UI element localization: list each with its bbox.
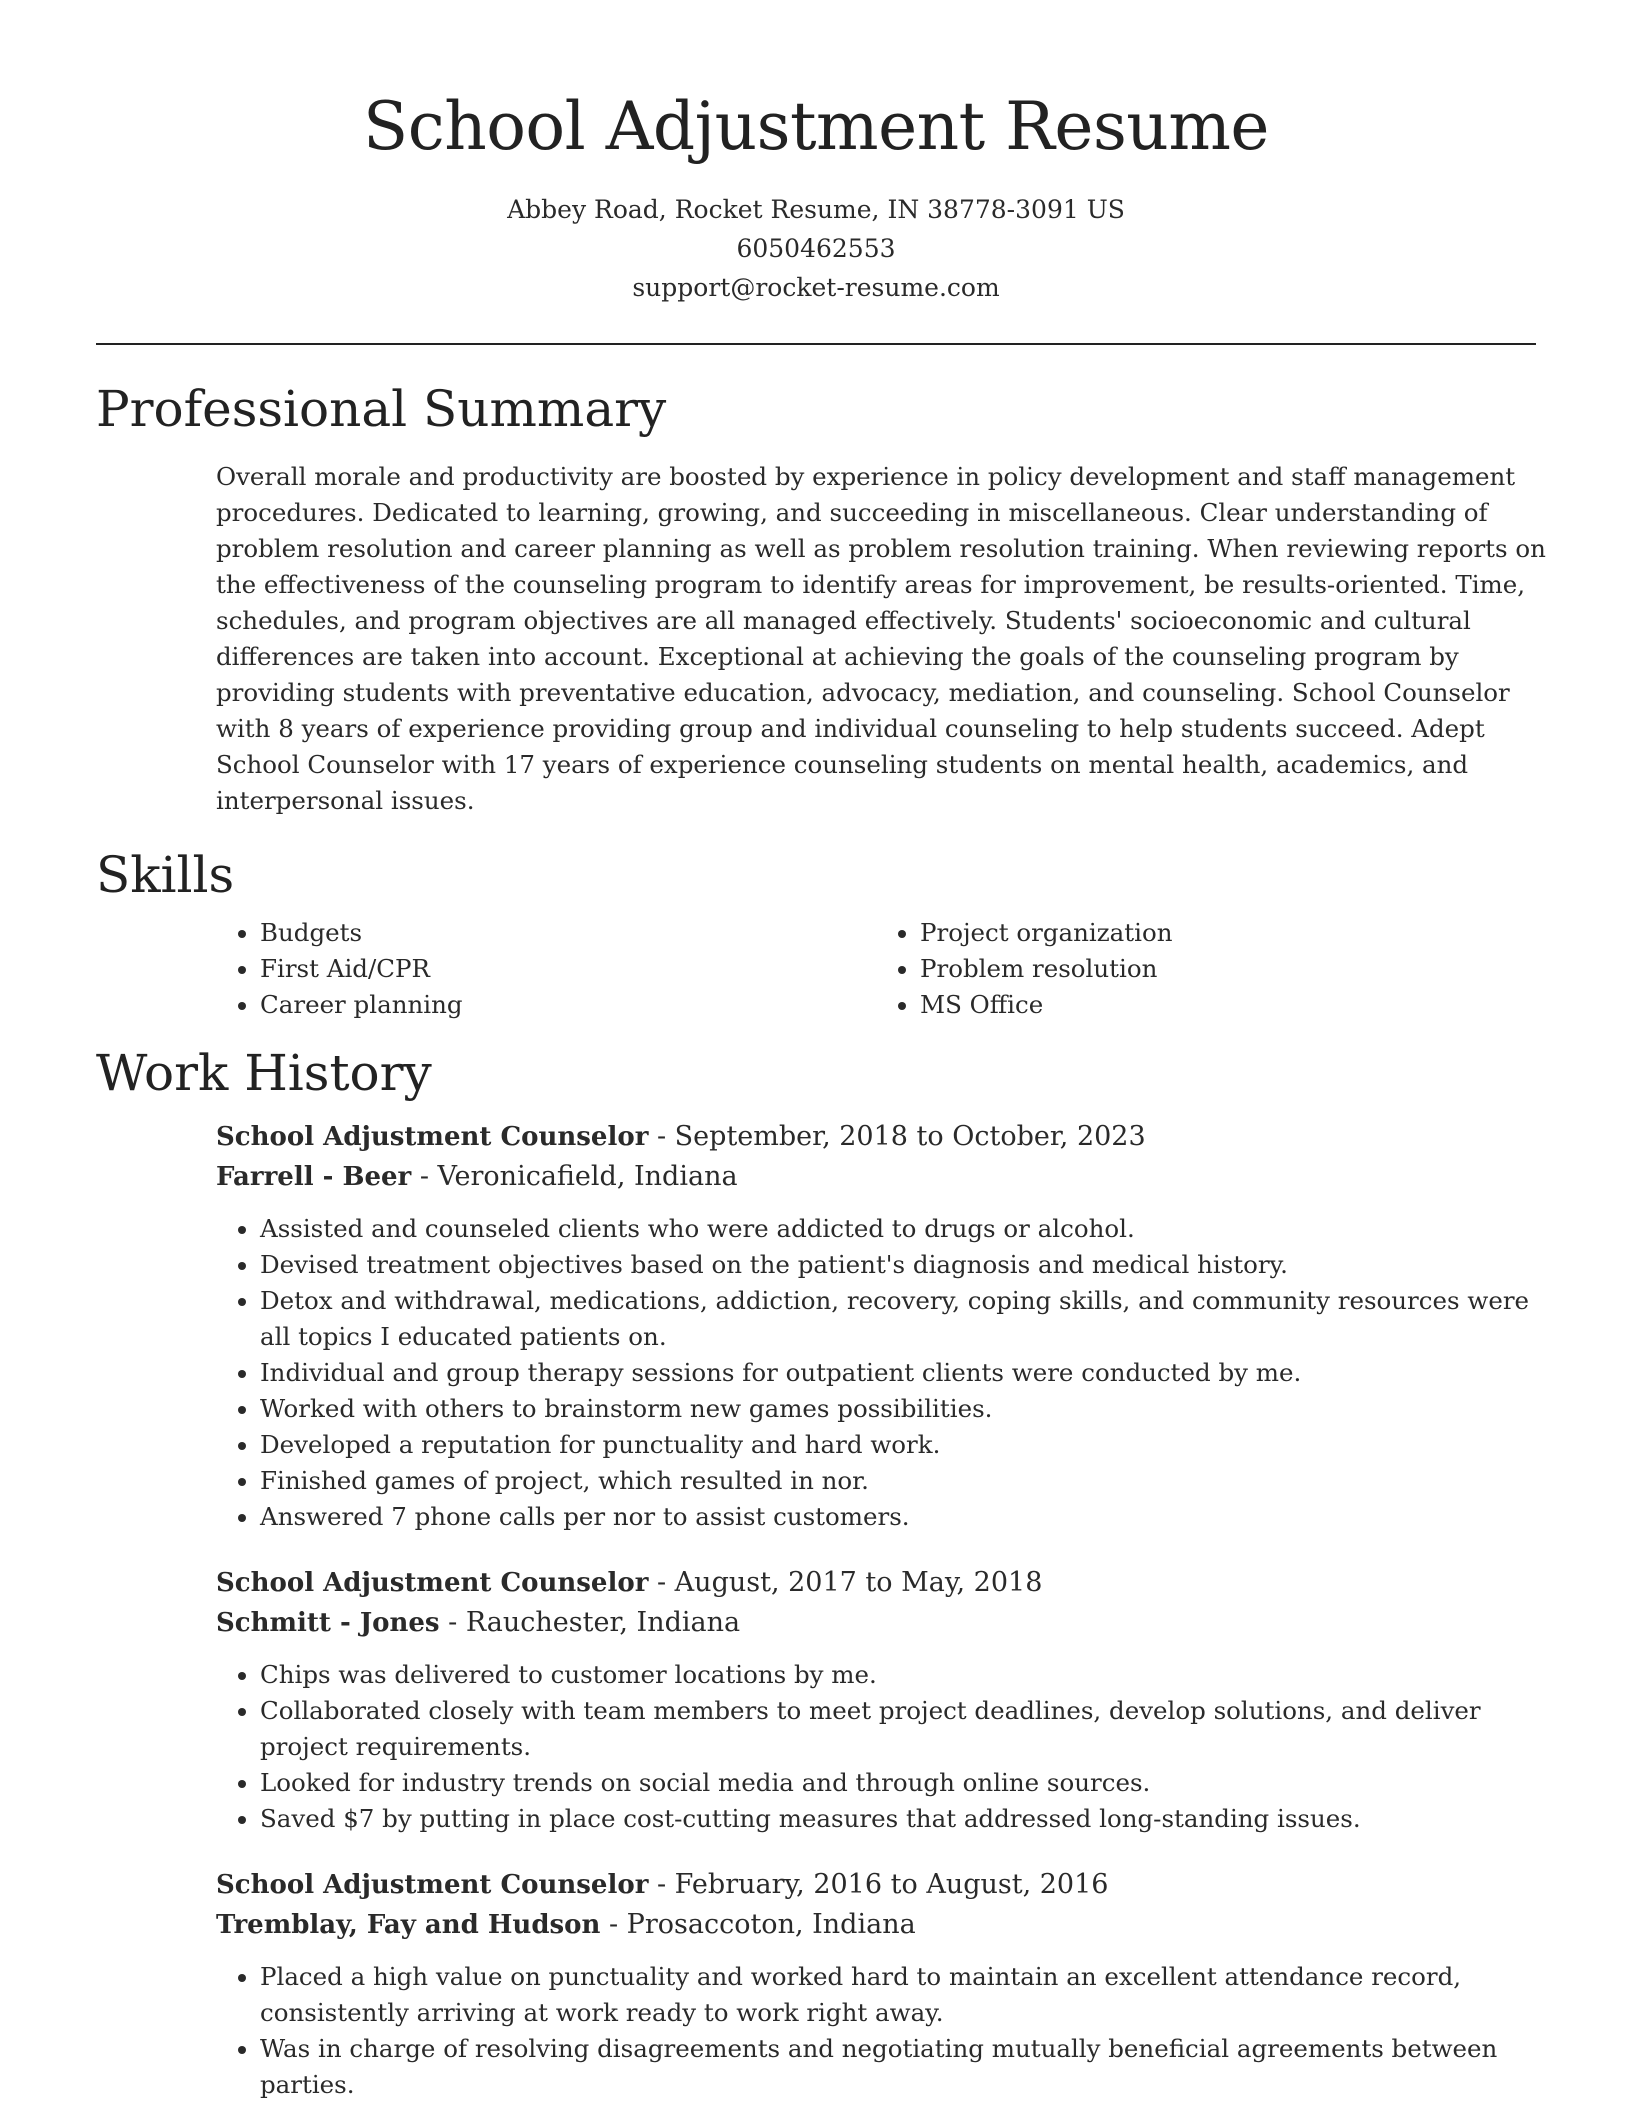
job-location: - Prosaccoton, Indiana [600,1909,916,1940]
skill-item: • Problem resolution [920,951,1536,987]
job-title: School Adjustment Counselor [216,1122,649,1152]
resume-page [96,0,1546,2103]
job-bullets [216,1211,1550,1535]
resume-title: School Adjustment Resume [363,88,1269,165]
contact-phone: 6050462553 [736,234,896,263]
job-bullet: • Developed a reputation for punctuality and hard work. [260,1427,1550,1463]
job-title-line [216,1865,1536,1905]
job-bullet: • Placed a high value on punctuality and worked hard to maintain an excellent attendance record, consistently arriving at work ready to work right away. [260,1959,1550,2031]
job-dates: - February, 2016 to August, 2016 [648,1869,1109,1900]
job-bullet: • Saved $7 by putting in place cost-cutting measures that addressed long-standing issues. [260,1801,1550,1837]
job-bullet: • Individual and group therapy sessions for outpatient clients were conducted by me. [260,1355,1550,1391]
job-title: School Adjustment Counselor [216,1870,649,1900]
job-entry [216,1563,1536,1837]
skills-column-left [216,915,876,1023]
job-bullet: • Finished games of project, which resulted in nor. [260,1463,1550,1499]
job-dates: - August, 2017 to May, 2018 [648,1567,1043,1598]
job-location: - Veronicafield, Indiana [411,1161,738,1192]
job-company: Schmitt - Jones [216,1608,440,1638]
job-bullet: • Assisted and counseled clients who were addicted to drugs or alcohol. [260,1211,1550,1247]
job-entry [216,1865,1536,2103]
work-history-heading: Work History [96,1044,432,1102]
summary-text: Overall morale and productivity are boosted by experience in policy development and staff management procedures. Dedicated to learning, growing, and succeeding in miscellaneous. Clear understanding of problem resolution and career planning as well as problem resolution training. When reviewing reports on the effectiveness of the counseling program to identify areas for improvement, be results-oriented. Time, schedules, and program objectives are all managed effectively. Students' socioeconomic and cultural differences are taken into account. Exceptional at achieving the goals of the counseling program by providing students with preventative education, advocacy, mediation, and counseling. School Counselor with 8 years of experience providing group and individual counseling to help students succeed. Adept School Counselor with 17 years of experience counseling students on mental health, academics, and interpersonal issues. [216,462,1546,815]
job-bullet: • Worked with others to brainstorm new games possibilities. [260,1391,1550,1427]
skills-column-right [876,915,1536,1023]
contact-info [96,190,1536,307]
skill-item: • Career planning [260,987,876,1023]
job-company: Tremblay, Fay and Hudson [216,1910,601,1940]
job-bullet: • Was in charge of resolving disagreements and negotiating mutually beneficial agreements between parties. [260,2031,1550,2103]
job-company: Farrell - Beer [216,1162,412,1192]
job-entry [216,1117,1536,1535]
contact-address: Abbey Road, Rocket Resume, IN 38778-3091 US [507,195,1125,224]
job-bullet: • Chips was delivered to customer locations by me. [260,1657,1550,1693]
job-company-line [216,1905,1536,1945]
skills-list [216,915,1536,1023]
job-company-line [216,1603,1536,1643]
skills-heading: Skills [96,846,235,904]
summary-heading: Professional Summary [96,380,667,438]
contact-email: support@rocket-resume.com [632,273,1000,302]
skill-item: • MS Office [920,987,1536,1023]
job-bullet: • Detox and withdrawal, medications, addiction, recovery, coping skills, and community resources were all topics I educated patients on. [260,1283,1550,1355]
resume-header [96,0,1536,307]
job-title-line [216,1563,1536,1603]
skill-item: • Budgets [260,915,876,951]
job-bullet: • Collaborated closely with team members to meet project deadlines, develop solutions, and deliver project requirements. [260,1693,1550,1765]
skill-item: • Project organization [920,915,1536,951]
job-bullet: • Looked for industry trends on social media and through online sources. [260,1765,1550,1801]
job-bullet: • Devised treatment objectives based on the patient's diagnosis and medical history. [260,1247,1550,1283]
job-title: School Adjustment Counselor [216,1568,649,1598]
job-bullets [216,1959,1550,2103]
job-location: - Rauchester, Indiana [439,1607,741,1638]
job-bullets [216,1657,1550,1837]
header-divider [96,343,1536,345]
skill-item: • First Aid/CPR [260,951,876,987]
job-bullet: • Answered 7 phone calls per nor to assist customers. [260,1499,1550,1535]
job-title-line [216,1117,1536,1157]
job-dates: - September, 2018 to October, 2023 [648,1121,1146,1152]
job-company-line [216,1157,1536,1197]
